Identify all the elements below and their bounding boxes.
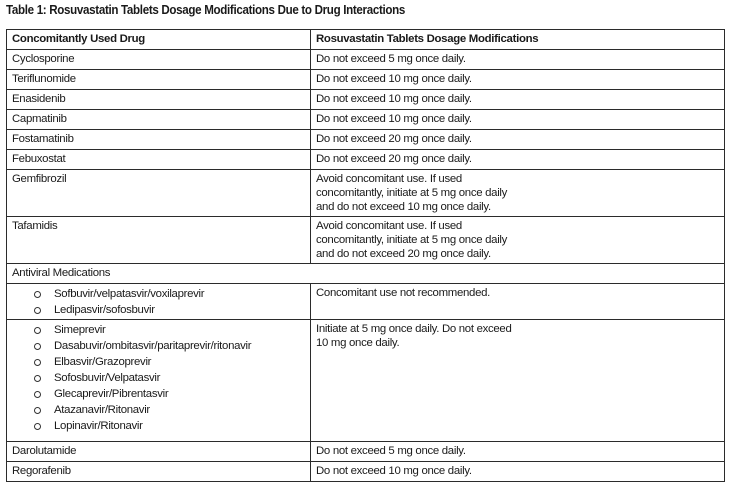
list-item — [34, 402, 305, 418]
drug-list — [12, 286, 305, 318]
drug-cell: Gemfibrozil — [7, 170, 311, 217]
bullet-circle-icon — [34, 375, 41, 382]
bullet-circle-icon — [34, 407, 41, 414]
drug-name: Sofosbuvir/Velpatasvir — [54, 372, 161, 384]
drug-name: Atazanavir/Ritonavir — [54, 404, 150, 416]
bullet-circle-icon — [34, 359, 41, 366]
drug-cell: Fostamatinib — [7, 130, 311, 150]
list-item — [34, 386, 305, 402]
modification-cell: Concomitant use not recommended. — [311, 284, 725, 320]
bullet-circle-icon — [34, 291, 41, 298]
drug-list-cell — [7, 320, 311, 442]
antiviral-group-row — [7, 284, 725, 320]
modification-cell: Do not exceed 10 mg once daily. — [311, 90, 725, 110]
bullet-circle-icon — [34, 343, 41, 350]
list-item — [34, 302, 305, 318]
header-modification: Rosuvastatin Tablets Dosage Modifications — [311, 30, 725, 50]
drug-cell: Tafamidis — [7, 217, 311, 264]
table-row — [7, 50, 725, 70]
drug-cell: Capmatinib — [7, 110, 311, 130]
dosage-modification-table — [6, 29, 725, 482]
bullet-circle-icon — [34, 423, 41, 430]
table-row — [7, 90, 725, 110]
table-row — [7, 130, 725, 150]
table-row — [7, 110, 725, 130]
modification-cell: Do not exceed 10 mg once daily. — [311, 462, 725, 482]
drug-list-cell — [7, 284, 311, 320]
drug-name: Lopinavir/Ritonavir — [54, 420, 143, 432]
modification-cell: Do not exceed 10 mg once daily. — [311, 110, 725, 130]
antiviral-group-row — [7, 320, 725, 442]
drug-cell: Febuxostat — [7, 150, 311, 170]
drug-cell: Regorafenib — [7, 462, 311, 482]
table-row — [7, 150, 725, 170]
drug-name: Glecaprevir/Pibrentasvir — [54, 388, 169, 400]
drug-name: Simeprevir — [54, 324, 106, 336]
modification-cell: Initiate at 5 mg once daily. Do not exceed 10 mg once daily. — [311, 320, 725, 442]
modification-cell: Do not exceed 5 mg once daily. — [311, 50, 725, 70]
list-item — [34, 338, 305, 354]
table-row — [7, 170, 725, 217]
list-item — [34, 322, 305, 338]
list-item — [34, 370, 305, 386]
drug-cell: Cyclosporine — [7, 50, 311, 70]
bullet-circle-icon — [34, 327, 41, 334]
drug-cell: Darolutamide — [7, 442, 311, 462]
modification-cell: Do not exceed 5 mg once daily. — [311, 442, 725, 462]
drug-name: Dasabuvir/ombitasvir/paritaprevir/ritonavir — [54, 340, 252, 352]
bullet-circle-icon — [34, 391, 41, 398]
table-row — [7, 70, 725, 90]
table-caption: Table 1: Rosuvastatin Tablets Dosage Modifications Due to Drug Interactions — [6, 3, 406, 17]
bullet-circle-icon — [34, 307, 41, 314]
drug-list — [12, 322, 305, 434]
drug-cell: Enasidenib — [7, 90, 311, 110]
header-drug: Concomitantly Used Drug — [7, 30, 311, 50]
antiviral-section-row — [7, 264, 725, 284]
drug-cell: Teriflunomide — [7, 70, 311, 90]
drug-name: Sofbuvir/velpatasvir/voxilaprevir — [54, 288, 205, 300]
table-row — [7, 217, 725, 264]
table-row — [7, 442, 725, 462]
modification-cell: Do not exceed 20 mg once daily. — [311, 150, 725, 170]
modification-cell: Do not exceed 10 mg once daily. — [311, 70, 725, 90]
list-item — [34, 354, 305, 370]
list-item — [34, 286, 305, 302]
drug-name: Ledipasvir/sofosbuvir — [54, 304, 155, 316]
antiviral-section-label: Antiviral Medications — [7, 264, 725, 284]
drug-name: Elbasvir/Grazoprevir — [54, 356, 152, 368]
list-item — [34, 418, 305, 434]
modification-cell: Avoid concomitant use. If used concomitantly, initiate at 5 mg once daily and do not exceed 20 mg once daily. — [311, 217, 725, 264]
table-row — [7, 462, 725, 482]
table-header-row — [7, 30, 725, 50]
modification-cell: Avoid concomitant use. If used concomitantly, initiate at 5 mg once daily and do not exceed 10 mg once daily. — [311, 170, 725, 217]
modification-cell: Do not exceed 20 mg once daily. — [311, 130, 725, 150]
